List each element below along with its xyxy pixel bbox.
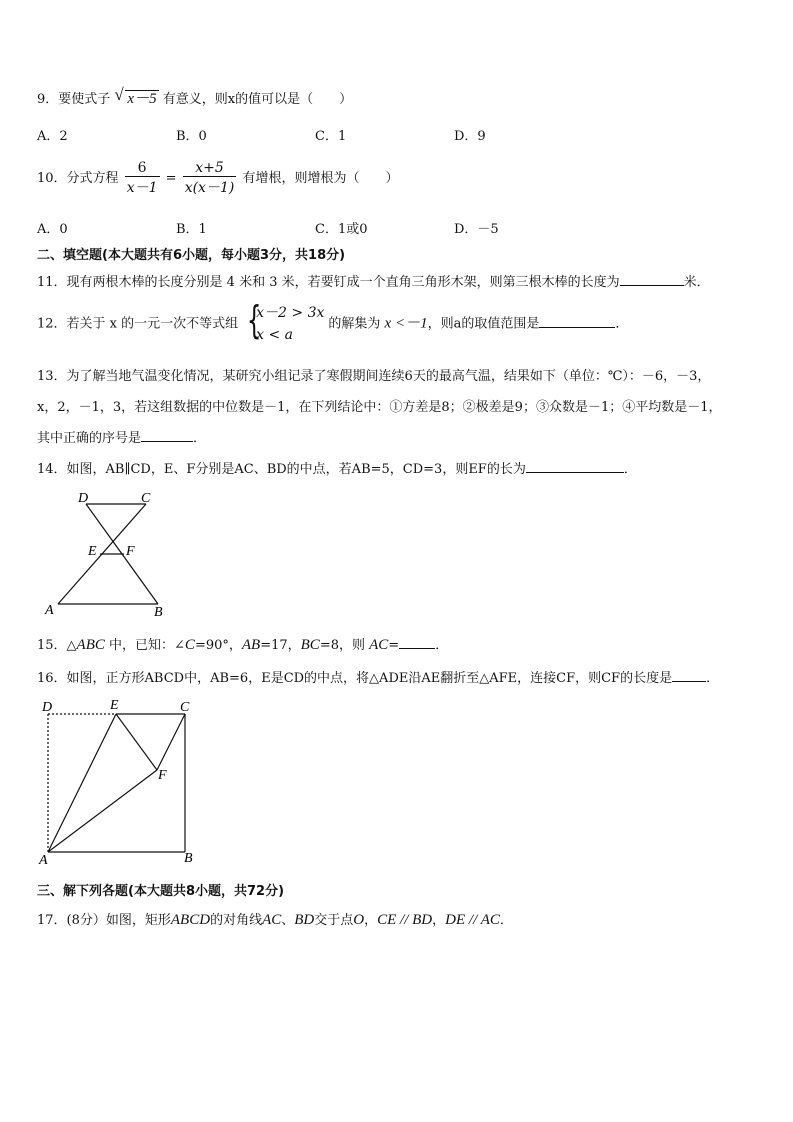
q16-label-a: A: [39, 853, 48, 866]
question-16: [37, 667, 719, 686]
q10-prefix: 10．分式方程: [37, 171, 119, 186]
q17-o: O: [353, 912, 365, 928]
q10-rhs-fraction: [183, 160, 237, 197]
q12-mid: 的解集为: [328, 316, 381, 332]
q12-inequality-system: { x－2 > 3x x < a: [242, 302, 324, 346]
q10-lhs-num: 6: [125, 160, 160, 177]
section-2-heading: 二、填空题(本大题共有6小题，每小题3分，共18分): [37, 248, 346, 263]
q10-option-c: C．1或0: [315, 222, 368, 237]
q16-end: ．: [706, 671, 720, 686]
question-12: [37, 298, 629, 346]
q15-answer-blank: [399, 636, 435, 649]
q17-sep: 、: [281, 913, 295, 928]
section-3-heading: 三、解下列各题(本大题共8小题，共72分): [37, 884, 285, 899]
question-11: [37, 271, 710, 290]
q16-answer-blank: [672, 669, 706, 682]
q14-label-b: B: [154, 605, 163, 620]
q10-eq: =: [165, 171, 177, 186]
q17-mid3: ，: [364, 913, 378, 928]
q12-condition: x <－1: [384, 315, 428, 332]
q13-line3: 其中正确的序号是: [37, 431, 142, 446]
q10-lhs-den: x－1: [126, 180, 158, 196]
q9-option-d: D．9: [454, 129, 486, 144]
q17-prefix: 17．(8分）如图，矩形: [37, 913, 171, 928]
q15-mid4: =8，则: [319, 638, 370, 653]
q15-mid5: =: [388, 638, 400, 653]
q17-rect: ABCD: [170, 912, 211, 928]
q15-mid3: =17，: [260, 638, 301, 653]
q9-prefix: 9．要使式子: [37, 92, 111, 107]
q16-label-b: B: [184, 851, 193, 866]
question-17: [37, 909, 513, 929]
q14-text: 14．如图，AB∥CD，E、F分别是AC、BD的中点，若AB=5，CD=3，则EF的长为: [37, 462, 526, 477]
q9-option-c: C．1: [315, 129, 347, 144]
q10-rhs-den: x(x－1): [184, 180, 235, 196]
sqrt-expression: √ x－5: [114, 85, 157, 107]
q10-lhs-fraction: [125, 160, 160, 197]
q14-label-c: C: [141, 491, 151, 506]
q14-end: ．: [623, 462, 637, 477]
q15-end: ．: [435, 638, 449, 653]
q15-triangle: ABC: [76, 637, 105, 653]
q17-mid2: 交于点: [314, 913, 354, 928]
q16-label-f: F: [158, 768, 167, 783]
q15-mid2: =90°，: [194, 638, 242, 653]
q9-option-b: B．0: [176, 129, 207, 144]
question-15: [37, 634, 448, 654]
q12-prefix: 12．若关于 x 的一元一次不等式组: [37, 316, 239, 332]
q17-mid4: ，: [432, 913, 446, 928]
question-13-line-2: x，2，－1，3，若这组数据的中位数是－1，在下列结论中：①方差是8；②极差是9；③众数是－1；④平均数是－1，: [37, 400, 722, 415]
q11-suffix: 米．: [683, 275, 710, 290]
q17-de: DE // AC: [445, 912, 500, 928]
q16-text: 16．如图，正方形ABCD中，AB=6，E是CD的中点，将△ADE沿AE翻折至△AFE，连接CF，则CF的长度是: [37, 671, 673, 686]
q10-option-d: D．－5: [454, 222, 499, 237]
q11-answer-blank: [620, 273, 684, 286]
q9-suffix: 有意义，则x的值可以是（ ）: [162, 92, 353, 107]
q12-row2: x < a: [256, 327, 294, 343]
q14-answer-blank: [526, 460, 624, 473]
q9-radicand: x－5: [127, 91, 157, 107]
q14-label-f: F: [126, 544, 135, 559]
q17-bd: BD: [294, 912, 315, 928]
q10-option-a: A．0: [37, 222, 68, 237]
question-14: [37, 458, 637, 477]
q15-mid1: 中，已知：∠: [104, 638, 185, 653]
q14-label-a: A: [45, 603, 54, 618]
q12-row1: x－2 > 3x: [256, 305, 325, 321]
q15-prefix: 15．△: [37, 638, 77, 653]
q15-angle: C: [184, 637, 195, 653]
q10-rhs-num: x+5: [183, 160, 237, 177]
q11-text: 11．现有两根木棒的长度分别是 4 米和 3 米，若要钉成一个直角三角形木架，则第三根木棒的长度为: [37, 275, 620, 290]
q9-option-a: A．2: [37, 129, 68, 144]
q14-label-d: D: [78, 491, 89, 506]
q16-label-d: D: [42, 700, 53, 715]
q10-option-b: B．1: [176, 222, 207, 237]
q13-answer-blank: [141, 429, 193, 442]
q12-suffix: ，则a的取值范围是: [427, 316, 540, 332]
q17-ce: CE // BD: [377, 912, 433, 928]
q15-ab: AB: [241, 637, 261, 653]
q10-suffix: 有增根，则增根为（ ）: [242, 171, 399, 186]
question-9: [37, 87, 352, 108]
q14-label-e: E: [88, 544, 97, 559]
q13-end: ．: [193, 431, 207, 446]
q14-figure: [40, 488, 180, 620]
q16-label-e: E: [110, 698, 119, 713]
question-13-line-1: 13．为了解当地气温变化情况，某研究小组记录了寒假期间连续6天的最高气温，结果如下（单位：℃）：－6，－3，: [37, 369, 711, 384]
q16-label-c: C: [180, 700, 190, 715]
q17-end: ．: [499, 913, 513, 928]
question-13-line-3: [37, 427, 206, 446]
q15-ac: AC: [369, 637, 389, 653]
q17-ac: AC: [262, 912, 282, 928]
q17-mid1: 的对角线: [210, 913, 263, 928]
q12-answer-blank: [539, 315, 615, 328]
q16-figure: [36, 696, 206, 866]
q15-bc: BC: [300, 637, 320, 653]
question-10: [37, 160, 398, 197]
q12-end: ．: [615, 316, 629, 332]
